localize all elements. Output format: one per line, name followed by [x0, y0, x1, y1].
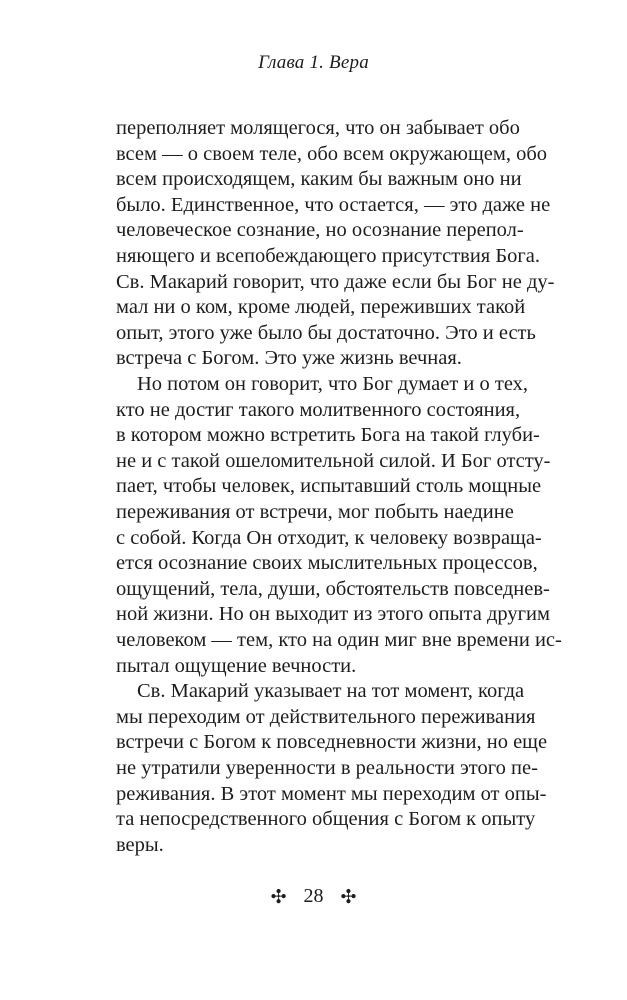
text-line: встреча с Богом. Это уже жизнь вечная.: [116, 347, 462, 370]
text-line: та непосредственного общения с Богом к опыту: [116, 808, 536, 831]
text-line: мы переходим от действительного переживания: [116, 705, 536, 728]
fleuron-right-icon: ✣: [340, 885, 357, 908]
page-footer: [0, 884, 627, 908]
text-line: в котором можно встретить Бога на такой глуби-: [116, 424, 540, 447]
text-line: ной жизни. Но он выходит из этого опыта другим: [116, 603, 550, 626]
text-line: пает, чтобы человек, испытавший столь мощные: [116, 475, 542, 498]
page-number: 28: [303, 885, 324, 908]
text-line: ется осознание своих мыслительных процессов,: [116, 552, 538, 575]
text-line: няющего и всепобеждающего присутствия Бога.: [116, 245, 541, 267]
text-line: ощущений, тела, души, обстоятельств повседнев-: [116, 577, 550, 600]
text-line: встречи с Богом к повседневности жизни, но еще: [116, 731, 548, 754]
paragraph-first-line: Но потом он говорит, что Бог думает и о тех,: [137, 373, 529, 395]
text-line: переживания от встречи, мог побыть наедине: [116, 501, 514, 523]
text-line: не и с такой ошеломительной силой. И Бог отсту-: [116, 449, 551, 472]
text-line: переполняет молящегося, что он забывает обо: [116, 117, 520, 139]
paragraph-first-line: Св. Макарий указывает на тот момент, когда: [137, 680, 525, 703]
text-line: мал ни о ком, кроме людей, переживших такой: [116, 296, 526, 319]
text-line: реживания. В этот момент мы переходим от опы-: [116, 782, 547, 805]
running-header: Глава 1. Вера: [258, 52, 369, 73]
text-line: с собой. Когда Он отходит, к человеку возвраща-: [116, 526, 542, 549]
text-line: пытал ощущение вечности.: [116, 654, 357, 677]
fleuron-left-icon: ✣: [270, 885, 287, 908]
text-line: опыт, этого уже было бы достаточно. Это и есть: [116, 321, 536, 344]
text-line: веры.: [116, 833, 164, 856]
text-line: Св. Макарий говорит, что даже если бы Бог не ду-: [116, 270, 555, 293]
text-line: человеческое сознание, но осознание перепол-: [116, 219, 524, 242]
text-line: не утратили уверенности в реальности этого пе-: [116, 757, 538, 779]
text-line: было. Единственное, что остается, — это даже не: [116, 193, 551, 216]
text-line: всем происходящем, каким бы важным оно ни: [116, 168, 522, 191]
text-line: всем — о своем теле, обо всем окружающем, обо: [116, 142, 548, 165]
text-line: кто не достиг такого молитвенного состояния,: [116, 398, 521, 421]
text-line: человеком — тем, кто на один миг вне времени ис-: [116, 629, 562, 651]
